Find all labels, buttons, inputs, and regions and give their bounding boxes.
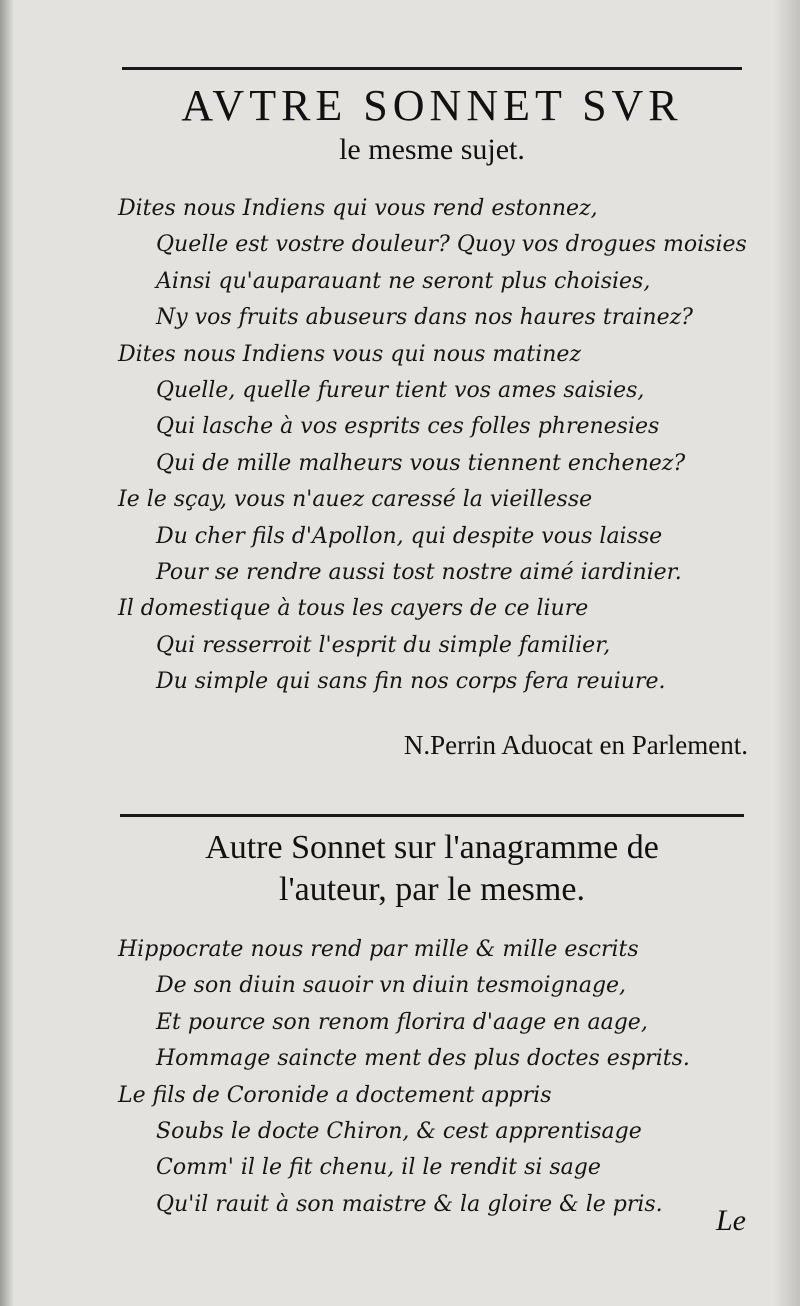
verse-line: Pour se rendre aussi tost nostre aimé iardinier. bbox=[156, 559, 682, 585]
sonnet2-title: Autre Sonnet sur l'anagramme de bbox=[205, 829, 659, 866]
verse-line: De son diuin sauoir vn diuin tesmoignage, bbox=[156, 973, 627, 999]
section-rule bbox=[120, 814, 744, 817]
verse-line: Quelle est vostre douleur? Quoy vos drogues moisies bbox=[156, 232, 747, 258]
verse-line: Hippocrate nous rend par mille & mille escrits bbox=[118, 937, 639, 962]
verse-line: Du cher fils d'Apollon, qui despite vous laisse bbox=[156, 523, 663, 549]
verse-line: Qui resserroit l'esprit du simple familier, bbox=[156, 632, 611, 658]
verse-line: Soubs le docte Chiron, & cest apprentisage bbox=[156, 1118, 642, 1144]
verse-line: Ainsi qu'auparauant ne seront plus choisies, bbox=[156, 268, 651, 294]
catchword: Le bbox=[716, 1204, 746, 1237]
sonnet2-subtitle: l'auteur, par le mesme. bbox=[279, 871, 585, 908]
verse-line: Qu'il rauit à son maistre & la gloire & le pris. bbox=[156, 1191, 663, 1217]
page-edge-shadow bbox=[774, 0, 800, 1306]
top-rule bbox=[122, 67, 742, 70]
sonnet1-title: AVTRE SONNET SVR bbox=[181, 81, 683, 130]
verse-line: Et pource son renom florira d'aage en aage, bbox=[156, 1009, 648, 1035]
verse-line: Comm' il le fit chenu, il le rendit si sage bbox=[156, 1155, 601, 1181]
verse-line: Qui de mille malheurs vous tiennent enchenez? bbox=[156, 450, 686, 476]
verse-line: Quelle, quelle fureur tient vos ames saisies, bbox=[156, 377, 645, 403]
page-gutter-shadow bbox=[0, 0, 14, 1306]
verse-line: Qui lasche à vos esprits ces folles phrenesies bbox=[156, 414, 660, 440]
verse-line: Ny vos fruits abuseurs dans nos haures trainez? bbox=[156, 305, 693, 331]
verse-line: Hommage saincte ment des plus doctes esprits. bbox=[156, 1046, 690, 1072]
author-signature: N.Perrin Aduocat en Parlement. bbox=[403, 730, 748, 760]
verse-line: Le fils de Coronide a doctement appris bbox=[118, 1082, 552, 1108]
verse-line: Ie le sçay, vous n'auez caressé la vieillesse bbox=[118, 487, 593, 513]
sonnet1-subtitle: le mesme sujet. bbox=[339, 133, 525, 166]
verse-line: Dites nous Indiens qui vous rend estonnez, bbox=[118, 196, 598, 221]
sonnet2-verses bbox=[118, 932, 758, 1223]
verse-line: Dites nous Indiens vous qui nous matinez bbox=[118, 341, 582, 367]
sonnet1-verses bbox=[118, 191, 758, 700]
verse-line: Du simple qui sans fin nos corps fera reuiure. bbox=[156, 669, 666, 695]
verse-line: Il domestique à tous les cayers de ce liure bbox=[118, 596, 589, 622]
